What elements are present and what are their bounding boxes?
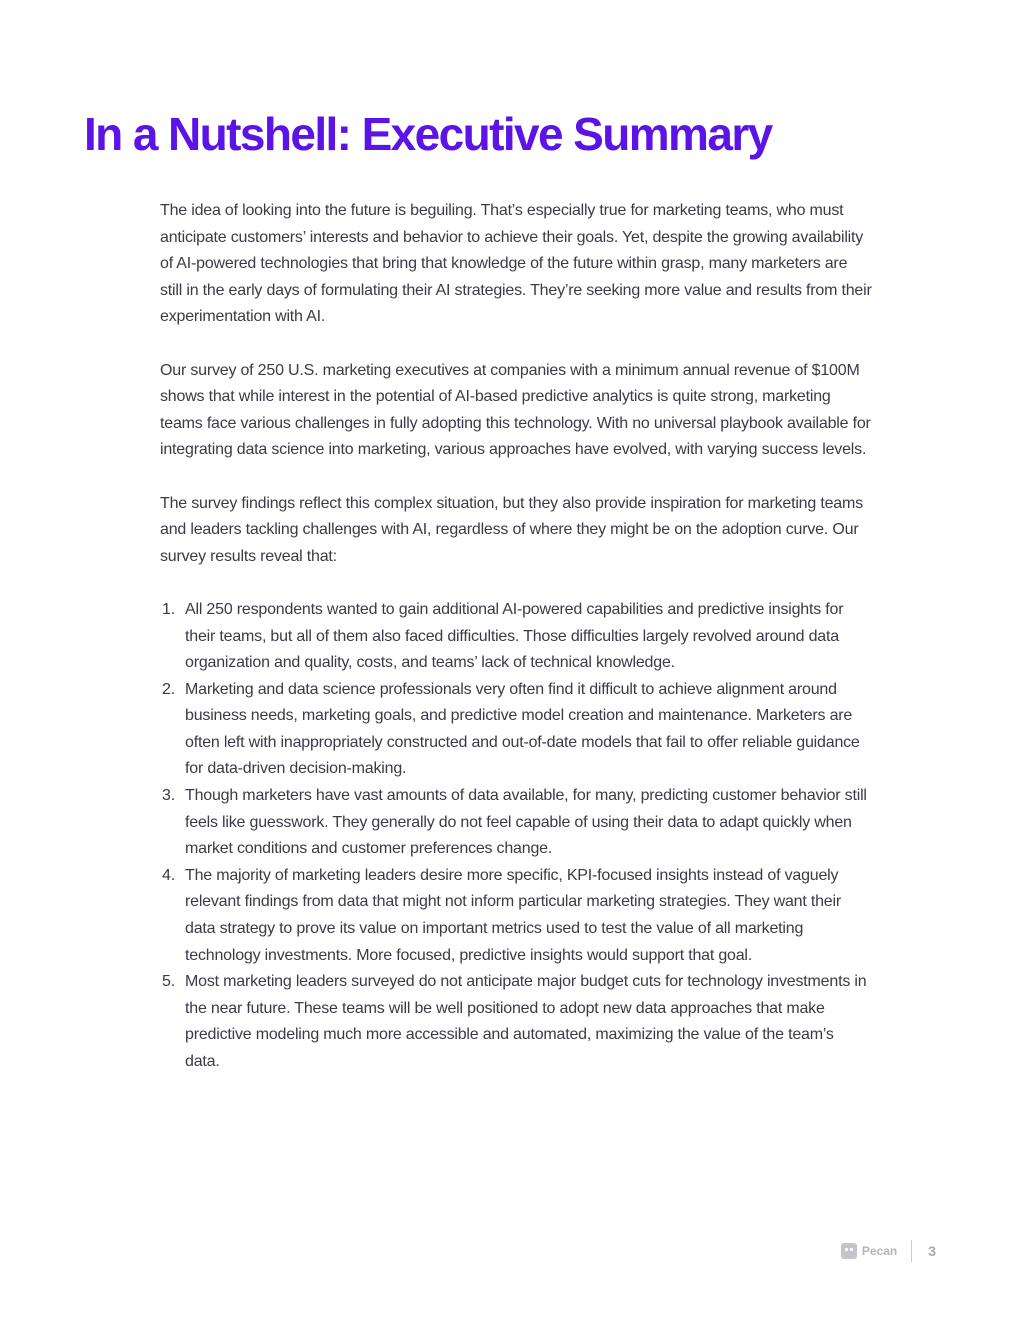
list-item-text: The majority of marketing leaders desire more specific, KPI-focused insights instead of vaguely relevant findings from data that might not inform particular marketing strategies. They want their data strategy to prove its value on important metrics used to test the value of all marketing technology investments. More focused, predictive insights would support that goal. [185, 866, 841, 964]
list-item-number: 2. [162, 680, 175, 698]
page-title: In a Nutshell: Executive Summary [84, 108, 772, 160]
findings-intro-paragraph: The survey findings reflect this complex situation, but they also provide inspiration for marketing teams and leaders tackling challenges with AI, regardless of where they might be on the adoption curve. Our survey results reveal that: [160, 494, 863, 565]
list-item-number: 1. [162, 600, 175, 618]
list-item [160, 863, 872, 969]
list-item-text: All 250 respondents wanted to gain additional AI-powered capabilities and predictive insights for their teams, but all of them also faced difficulties. Those difficulties largely revolved around data organization and quality, costs, and teams’ lack of technical knowledge. [185, 600, 844, 672]
list-item [160, 969, 872, 1075]
brand-name: Pecan [861, 1244, 898, 1258]
list-item [160, 677, 872, 783]
footer-divider [911, 1240, 912, 1262]
findings-list [160, 597, 872, 1076]
page-footer [841, 1238, 936, 1264]
list-item-text: Though marketers have vast amounts of data available, for many, predicting customer behavior still feels like guesswork. They generally do not feel capable of using their data to adapt quickly when market conditions and customer preferences change. [185, 787, 867, 858]
list-item-text: Marketing and data science professionals very often find it difficult to achieve alignment around business needs, marketing goals, and predictive model creation and maintenance. Marketers are often left with inappropriately constructed and out-of-date models that fail to offer reliable guidance for data-driven decision-making. [185, 680, 860, 778]
page-number: 3 [928, 1243, 936, 1259]
list-item-number: 5. [162, 973, 175, 991]
executive-summary-body [160, 198, 872, 1076]
survey-paragraph: Our survey of 250 U.S. marketing executives at companies with a minimum annual revenue of $100M shows that while interest in the potential of AI-based predictive analytics is quite strong, marketing teams face various challenges in fully adopting this technology. With no universal playbook available for integrating data science into marketing, various approaches have evolved, with varying success levels. [160, 361, 871, 459]
list-item-text: Most marketing leaders surveyed do not anticipate major budget cuts for technology investments in the near future. These teams will be well positioned to adopt new data approaches that make predictive modeling much more accessible and automated, maximizing the value of the team’s data. [185, 973, 867, 1070]
pecan-logo-icon [841, 1243, 857, 1259]
intro-paragraph: The idea of looking into the future is beguiling. That’s especially true for marketing teams, who must anticipate customers’ interests and behavior to achieve their goals. Yet, despite the growing availability of AI-powered technologies that bring that knowledge of the future within grasp, many marketers are still in the early days of formulating their AI strategies. They’re seeking more value and results from their experimentation with AI. [160, 202, 872, 326]
list-item [160, 597, 872, 677]
list-item-number: 4. [162, 866, 175, 884]
list-item-number: 3. [162, 787, 175, 805]
list-item [160, 783, 872, 863]
